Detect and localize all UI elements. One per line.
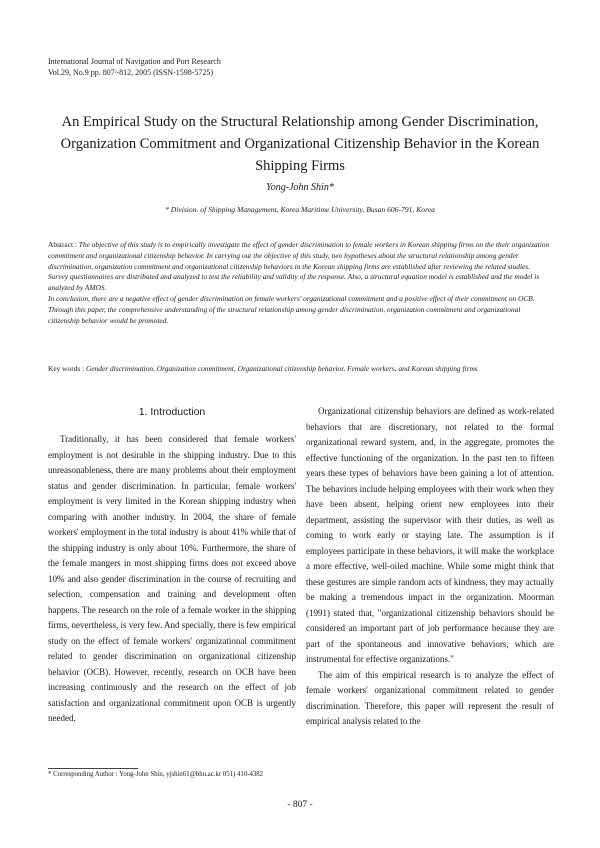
abstract-p1: The objective of this study is to empirically investigate the effect of gender discrimination to female workers in Korean shipping firms on the their organization commitment and organizational citizenship behavior. In carrying out the objective of this study, two hypotheses about the structural relationship among gender discrimination, organization commitment and organizational citizenship behaviors in the Korean shipping firms are established after reviewing the related studies. xyxy=(48,240,550,271)
page-number: - 807 - xyxy=(287,800,313,810)
keywords-label: Key words : xyxy=(48,364,86,373)
footnote-divider xyxy=(48,768,138,769)
ocb-paragraph: Organizational citizenship behaviors are defined as work-related behaviors that are discretionary, not related to the formal organizational reward system, and, in the aggregate, promotes the effective functioning of the organization. In the past ten to fifteen years these types of behaviors have been gaining a lot of attention. The behaviors include helping employees with their work when they have been absent, helping orient new employees into their department, assisting the supervisor with their duties, as well as coming to work early or staying late. The assumption is if employees participate in these behaviors, it will make the workplace a more effective, well-oiled machine. While some might think that these gestures are simple random acts of kindness, they may actually be making a tremendous impact in the organization. Moorman (1991) stated that, "organizational citizenship behaviors should be considered an important part of job performance because they are part of the spontaneous and innovative behaviors, which are instrumental for effective organizations." xyxy=(306,406,554,664)
journal-issue: Vol.29, No.9 pp. 807~812, 2005 (ISSN-1598-5725) xyxy=(48,68,214,77)
abstract-p2: Survey questionnaires are distributed and analyzed to test the reliability and validity of the response. Also, a structural equation model is established and the model is analyzed by AMOS. xyxy=(48,272,540,293)
abstract-p4: Through this paper, the comprehensive understanding of the structural relationship among gender discrimination, organization commitment and organizational citizenship behavior would be promoted. xyxy=(48,304,521,325)
keywords xyxy=(48,364,552,375)
abstract-label: Abstract : xyxy=(48,240,79,249)
keywords-text: Gender discrimination, Organization commitment, Organizational citizenship behavior, Female workers, and Korean shipping firms xyxy=(85,364,478,373)
abstract-p3: In conclusion, there are a negative effect of gender discrimination on female workers' organizational commitment and a positive effect of their commitment on OCB. xyxy=(48,293,535,303)
author-affiliation: * Division. of Shipping Management, Korea Maritime University, Busan 606-791, Korea xyxy=(165,205,435,214)
intro-paragraph: Traditionally, it has been considered that female workers' employment is not desirable in the shipping industry. Due to this unreasonableness, there are many problems about their employment status and gender discrimination. In particular, female workers' employment is very limited in the Korean shipping industry when comparing with another industry. In 2004, the share of female workers' employment in the total industry is about 41% while that of the shipping industry is only about 10%. Furthermore, the share of the female mangers in most shipping firms does not exceed above 10% and also gender discrimination in the course of recruiting and selection, compensation and training and development often happens. The research on the role of a female worker in the shipping firms, nevertheless, is very few. And specially, there is few empirical study on the effect of female workers' organizational commitment related to gender discrimination on organizational citizenship behavior (OCB). However, recently, research on OCB have been increasing continuously and the research on the effect of job satisfaction and organizational commitment upon OCB is urgently needed. xyxy=(48,434,296,723)
abstract xyxy=(48,240,552,326)
paper-title: An Empirical Study on the Structural Relationship among Gender Discrimination, Organization Commitment and Organizational Citizenship Behavior in the Korean Shipping Firms xyxy=(60,114,540,174)
section-heading: 1. Introduction xyxy=(138,406,206,418)
right-column xyxy=(306,404,554,730)
journal-name: International Journal of Navigation and Port Research xyxy=(48,57,221,66)
aim-paragraph: The aim of this empirical research is to analyze the effect of female workers' organizational commitment related to gender discrimination. Therefore, this paper will represent the result of empirical analysis related to the xyxy=(306,669,554,726)
footnote: * Corresponding Author : Yong-John Shin, yjshin61@bhu.ac.kr 051) 410-4382 xyxy=(48,771,264,778)
journal-header xyxy=(48,56,221,78)
left-column xyxy=(48,404,296,727)
author-name: Yong-John Shin* xyxy=(266,182,334,193)
